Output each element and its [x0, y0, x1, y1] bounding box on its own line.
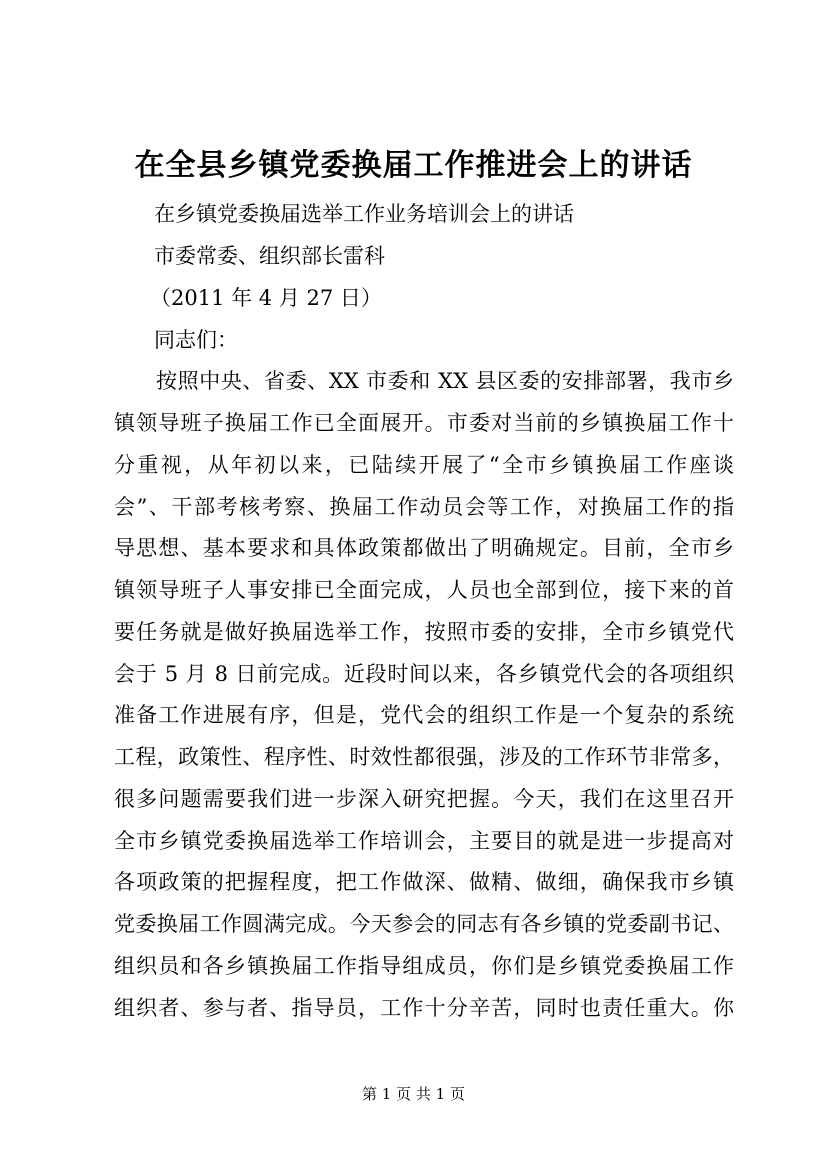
paragraph-line: 镇领导班子人事安排已全面完成，人员也全部到位，接下来的首 [114, 578, 734, 602]
salutation: 同志们： [154, 328, 238, 352]
paragraph-line: 组织员和各乡镇换届工作指导组成员，你们是乡镇党委换届工作 [114, 954, 734, 978]
paragraph-line: 按照中央、省委、XX 市委和 XX 县区委的安排部署，我市乡 [156, 369, 734, 393]
paragraph-line: 要任务就是做好换届选举工作，按照市委的安排，全市乡镇党代 [114, 620, 734, 644]
paragraph-line: 工程，政策性、程序性、时效性都很强，涉及的工作环节非常多， [114, 745, 734, 769]
document-title: 在全县乡镇党委换届工作推进会上的讲话 [134, 148, 693, 183]
paragraph-line: 会”、干部考核考察、换届工作动员会等工作，对换届工作的指 [114, 495, 734, 519]
paragraph-line: 导思想、基本要求和具体政策都做出了明确规定。目前，全市乡 [114, 536, 734, 560]
document-subtitle: 在乡镇党委换届选举工作业务培训会上的讲话 [154, 202, 574, 226]
paragraph-line: 党委换届工作圆满完成。今天参会的同志有各乡镇的党委副书记、 [114, 912, 734, 936]
paragraph-line: 镇领导班子换届工作已全面展开。市委对当前的乡镇换届工作十 [114, 411, 734, 435]
paragraph-line: 全市乡镇党委换届选举工作培训会，主要目的就是进一步提高对 [114, 829, 734, 853]
paragraph-line: 会于 5 月 8 日前完成。近段时间以来，各乡镇党代会的各项组织 [114, 662, 734, 686]
paragraph-line: 分重视，从年初以来，已陆续开展了“全市乡镇换届工作座谈 [114, 453, 734, 477]
paragraph-line: 准备工作进展有序，但是，党代会的组织工作是一个复杂的系统 [114, 703, 734, 727]
speaker-line: 市委常委、组织部长雷科 [154, 244, 385, 268]
paragraph-line: 各项政策的把握程度，把工作做深、做精、做细，确保我市乡镇 [114, 870, 734, 894]
paragraph-line: 很多问题需要我们进一步深入研究把握。今天，我们在这里召开 [114, 787, 734, 811]
page-footer: 第 1 页 共 1 页 [362, 1085, 465, 1103]
paragraph-line: 组织者、参与者、指导员，工作十分辛苦，同时也责任重大。你 [114, 996, 734, 1020]
date-line: （2011 年 4 月 27 日） [150, 286, 382, 310]
